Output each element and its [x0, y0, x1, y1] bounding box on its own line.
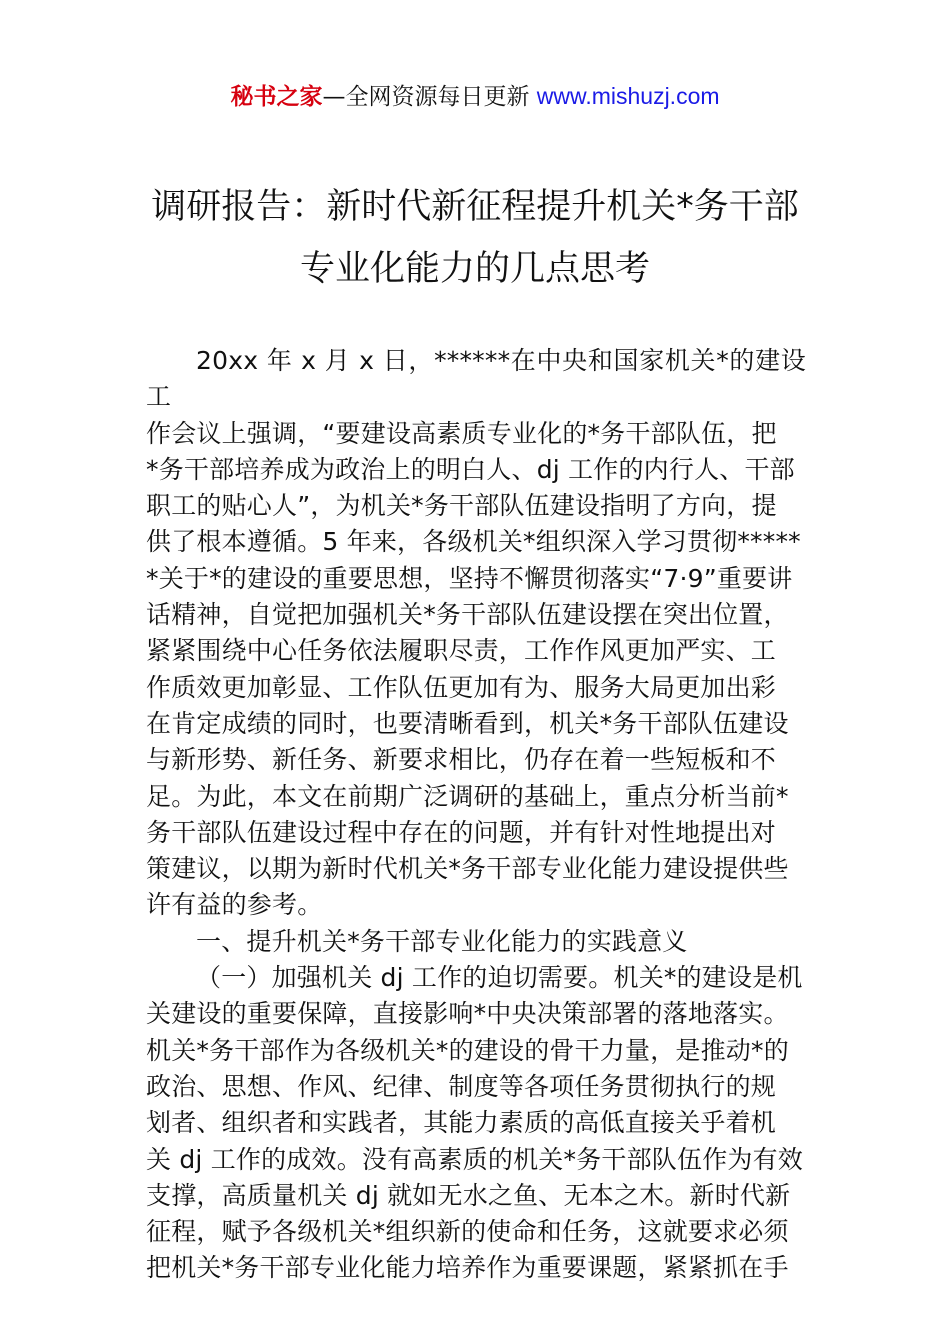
- header-tagline: —全网资源每日更新: [322, 84, 537, 110]
- text-line: 作质效更加彰显、工作队伍更加有为、服务大局更加出彩: [146, 672, 777, 702]
- paragraph-section-1-1: [146, 960, 806, 1287]
- text-line: 关建设的重要保障，直接影响*中央决策部署的落地落实。: [146, 999, 789, 1029]
- text-line: 与新形势、新任务、新要求相比，仍存在着一些短板和不: [146, 745, 777, 775]
- site-header: [0, 80, 950, 113]
- text-line: 许有益的参考。: [146, 890, 323, 920]
- text-line: 足。为此，本文在前期广泛调研的基础上，重点分析当前*: [146, 781, 789, 811]
- title-line-1: 调研报告：新时代新征程提升机关*务干部: [151, 187, 799, 227]
- text-line: 话精神，自觉把加强机关*务干部队伍建设摆在突出位置，: [146, 600, 789, 630]
- text-line: 政治、思想、作风、纪律、制度等各项任务贯彻执行的规: [146, 1071, 777, 1101]
- text-line: 职工的贴心人”，为机关*务干部队伍建设指明了方向，提: [146, 491, 777, 521]
- title-line-2: 专业化能力的几点思考: [299, 249, 650, 289]
- text-line: 在肯定成绩的同时，也要清晰看到，机关*务干部队伍建设: [146, 708, 789, 738]
- brand-name: 秘书之家: [230, 84, 323, 110]
- text-line: 划者、组织者和实践者，其能力素质的高低直接关乎着机: [146, 1108, 777, 1138]
- heading-text: 一、提升机关*务干部专业化能力的实践意义: [196, 926, 688, 956]
- paragraph-intro: [146, 343, 806, 924]
- text-line: 支撑，高质量机关 dj 就如无水之鱼、无本之木。新时代新: [146, 1180, 791, 1210]
- text-line: 策建议，以期为新时代机关*务干部专业化能力建设提供些: [146, 854, 789, 884]
- text-line: 把机关*务干部专业化能力培养作为重要课题，紧紧抓在手: [146, 1253, 789, 1283]
- text-line: 务干部队伍建设过程中存在的问题，并有针对性地提出对: [146, 817, 777, 847]
- section-heading-1: [146, 924, 806, 960]
- text-line: 供了根本遵循。5 年来，各级机关*组织深入学习贯彻*****: [146, 527, 801, 557]
- text-line: *关于*的建设的重要思想，坚持不懈贯彻落实“7·9”重要讲: [146, 563, 793, 593]
- text-line: 征程，赋予各级机关*组织新的使命和任务，这就要求必须: [146, 1217, 789, 1247]
- text-line: 机关*务干部作为各级机关*的建设的骨干力量，是推动*的: [146, 1035, 789, 1065]
- text-line: 紧紧围绕中心任务依法履职尽责，工作作风更加严实、工: [146, 636, 777, 666]
- text-line: 20xx 年 x 月 x 日，******在中央和国家机关*的建设工: [146, 346, 806, 412]
- text-line: （一）加强机关 dj 工作的迫切需要。机关*的建设是机: [196, 963, 803, 993]
- site-url[interactable]: www.mishuzj.com: [536, 83, 720, 109]
- text-line: 关 dj 工作的成效。没有高素质的机关*务干部队伍作为有效: [146, 1144, 804, 1174]
- text-line: 作会议上强调，“要建设高素质专业化的*务干部队伍，把: [146, 418, 777, 448]
- text-line: *务干部培养成为政治上的明白人、dj 工作的内行人、干部: [146, 454, 795, 484]
- document-body: [146, 343, 806, 1287]
- document-title: [100, 176, 850, 300]
